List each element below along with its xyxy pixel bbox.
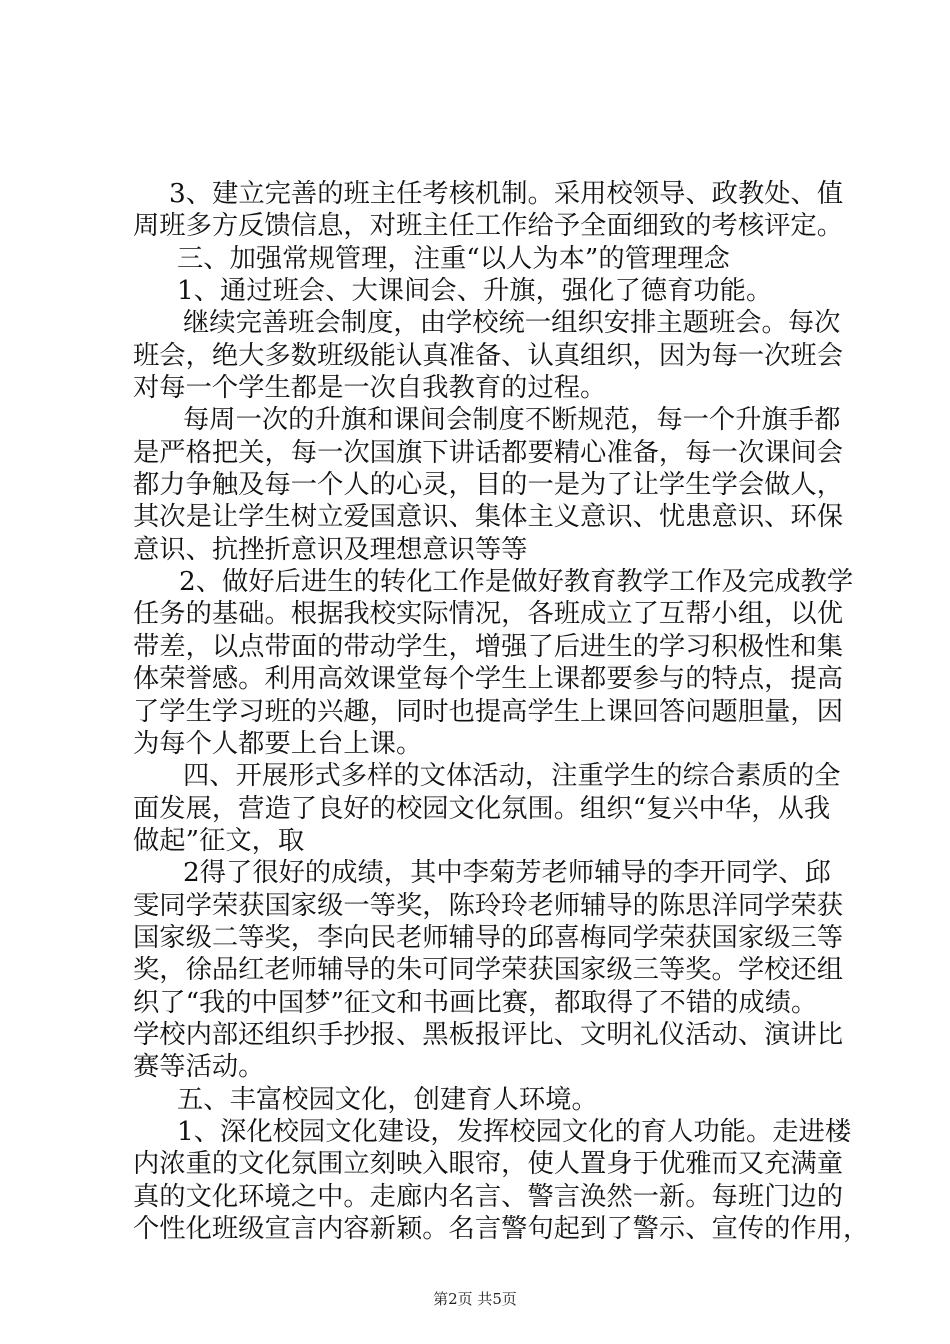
paragraph-line: 班会，绝大多数班级能认真准备、认真组织，因为每一次班会	[133, 340, 844, 371]
section-heading: 五、丰富校园文化，创建育人环境。	[177, 1084, 598, 1115]
paragraph-line: 继续完善班会制度，由学校统一组织安排主题班会。每次	[183, 308, 841, 339]
paragraph-line: 每周一次的升旗和课间会制度不断规范，每一个升旗手都	[183, 405, 841, 436]
document-body	[133, 178, 870, 1245]
section-heading: 三、加强常规管理，注重“以人为本”的管理理念	[177, 243, 730, 274]
paragraph-line: 学校内部还组织手抄报、黑板报评比、文明礼仪活动、演讲比	[133, 1019, 844, 1050]
paragraph-line: 3、建立完善的班主任考核机制。采用校领导、政教处、值	[169, 179, 844, 209]
page-number-footer: 第2页 共5页	[433, 1290, 517, 1308]
paragraph-line: 1、通过班会、大课间会、升旗，强化了德育功能。	[177, 276, 773, 307]
paragraph-line: 对每一个学生都是一次自我教育的过程。	[133, 373, 607, 404]
paragraph-line: 个性化班级宣言内容新颖。名言警句起到了警示、宣传的作用，	[133, 1214, 870, 1244]
paragraph-line: 真的文化环境之中。走廊内名言、警言涣然一新。每班门边的	[133, 1181, 844, 1212]
paragraph-line: 内浓重的文化氛围立刻映入眼帘，使人置身于优雅而又充满童	[133, 1149, 844, 1180]
paragraph-line: 带差，以点带面的带动学生，增强了后进生的学习积极性和集	[133, 631, 844, 662]
paragraph-line: 任务的基础。根据我校实际情况，各班成立了互帮小组，以优	[133, 599, 844, 630]
paragraph-line: 奖，徐品红老师辅导的朱可同学荣获国家级三等奖。学校还组	[133, 955, 844, 986]
paragraph-line: 做起”征文，取	[133, 825, 305, 856]
paragraph-line: 赛等活动。	[133, 1052, 265, 1083]
paragraph-line: 体荣誉感。利用高效课堂每个学生上课都要参与的特点，提高	[133, 664, 844, 695]
paragraph-line: 2得了很好的成绩，其中李菊芳老师辅导的李开同学、邱	[183, 858, 831, 889]
section-heading: 四、开展形式多样的文体活动，注重学生的综合素质的全	[183, 761, 841, 792]
paragraph-line: 了学生学习班的兴趣，同时也提高学生上课回答问题胆量，因	[133, 696, 844, 727]
paragraph-line: 2、做好后进生的转化工作是做好教育教学工作及完成教学	[179, 567, 854, 598]
paragraph-line: 是严格把关，每一次国旗下讲话都要精心准备，每一次课间会	[133, 437, 844, 468]
paragraph-line: 都力争触及每一个人的心灵，目的一是为了让学生学会做人，	[133, 470, 844, 501]
paragraph-line: 面发展，营造了良好的校园文化氛围。组织“复兴中华，从我	[133, 793, 831, 824]
paragraph-line: 织了“我的中国梦”征文和书画比赛，都取得了不错的成绩。	[133, 987, 818, 1018]
paragraph-line: 为每个人都要上台上课。	[133, 728, 423, 759]
paragraph-line: 雯同学荣获国家级一等奖，陈玲玲老师辅导的陈思洋同学荣获	[133, 890, 844, 921]
paragraph-line: 意识、抗挫折意识及理想意识等等	[133, 534, 528, 565]
paragraph-line: 其次是让学生树立爱国意识、集体主义意识、忧患意识、环保	[133, 502, 844, 533]
paragraph-line: 1、深化校园文化建设，发挥校园文化的育人功能。走进楼	[177, 1116, 852, 1147]
paragraph-line: 周班多方反馈信息，对班主任工作给予全面细致的考核评定。	[133, 211, 844, 242]
paragraph-line: 国家级二等奖，李向民老师辅导的邱喜梅同学荣获国家级三等	[133, 922, 844, 953]
